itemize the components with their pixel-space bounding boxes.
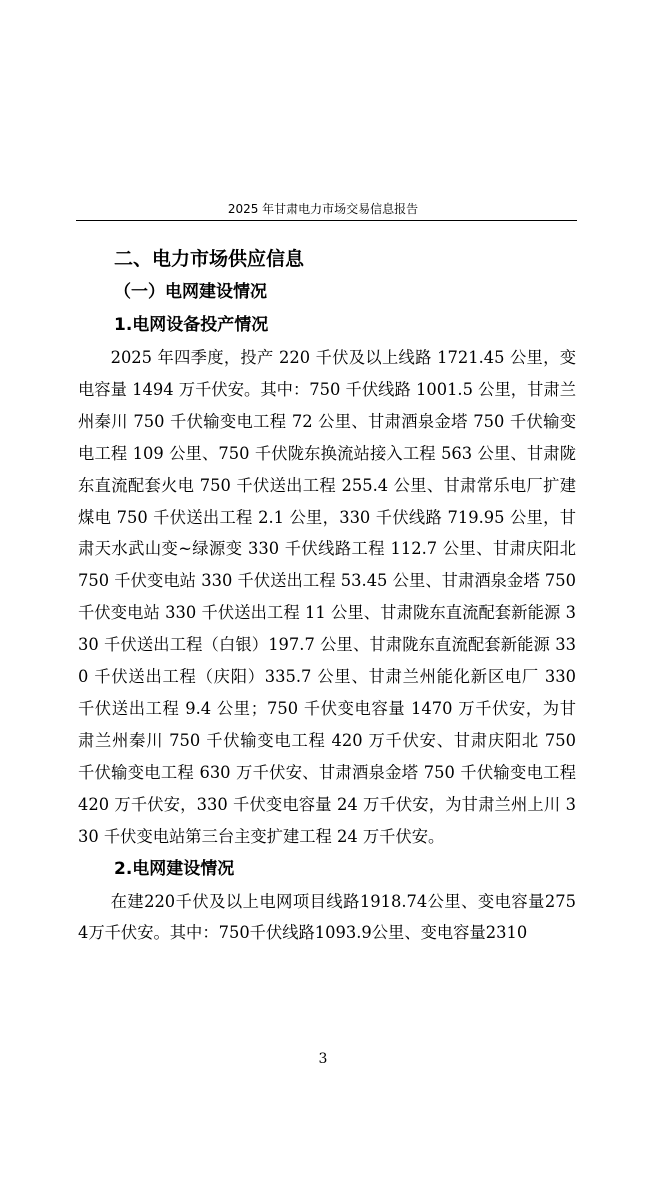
item-heading-grid-construction: 2.电网建设情况 xyxy=(114,858,235,879)
item-heading-equipment-commissioning: 1.电网设备投产情况 xyxy=(114,315,269,335)
page-header-title: 2025 年甘肃电力市场交易信息报告 xyxy=(227,202,419,216)
section-heading: 二、电力市场供应信息 xyxy=(114,248,305,270)
page-number: 3 xyxy=(318,1051,328,1067)
subsection-heading: （一）电网建设情况 xyxy=(114,282,267,302)
document-body xyxy=(78,242,576,949)
paragraph-grid-construction: 在建220千伏及以上电网项目线路1918.74公里、变电容量2754万千伏安。其中：750千伏线路1093.9公里、变电容量2310 xyxy=(78,891,576,943)
header-divider xyxy=(76,220,577,221)
paragraph-equipment-commissioning: 2025 年四季度，投产 220 千伏及以上线路 1721.45 公里，变电容量 1494 万千伏安。其中：750 千伏线路 1001.5 公里，甘肃兰州秦川 750 千伏输变电工程 72 公里、甘肃酒泉金塔 750 千伏输变电工程 109 公里、750 千伏陇东换流站接入工程 563 公里、甘肃陇东直流配套火电 750 千伏送出工程 255.4 公里、甘肃常乐电厂扩建煤电 750 千伏送出工程 2.1 公里，330 千伏线路 719.95 公里，甘肃天水武山变~绿源变 330 千伏线路工程 112.7 公里、甘肃庆阳北 750 千伏变电站 330 千伏送出工程 53.45 公里、甘肃酒泉金塔 750 千伏变电站 330 千伏送出工程 11 公里、甘肃陇东直流配套新能源 330 千伏送出工程（白银）197.7 公里、甘肃陇东直流配套新能源 330 千伏送出工程（庆阳）335.7 公里、甘肃兰州能化新区电厂 330 千伏送出工程 9.4 公里；750 千伏变电容量 1470 万千伏安，为甘肃兰州秦川 750 千伏输变电工程 420 万千伏安、甘肃庆阳北 750 千伏输变电工程 630 万千伏安、甘肃酒泉金塔 750 千伏输变电工程 420 万千伏安，330 千伏变电容量 24 万千伏安，为甘肃兰州上川 330 千伏变电站第三台主变扩建工程 24 万千伏安。 xyxy=(78,348,576,846)
